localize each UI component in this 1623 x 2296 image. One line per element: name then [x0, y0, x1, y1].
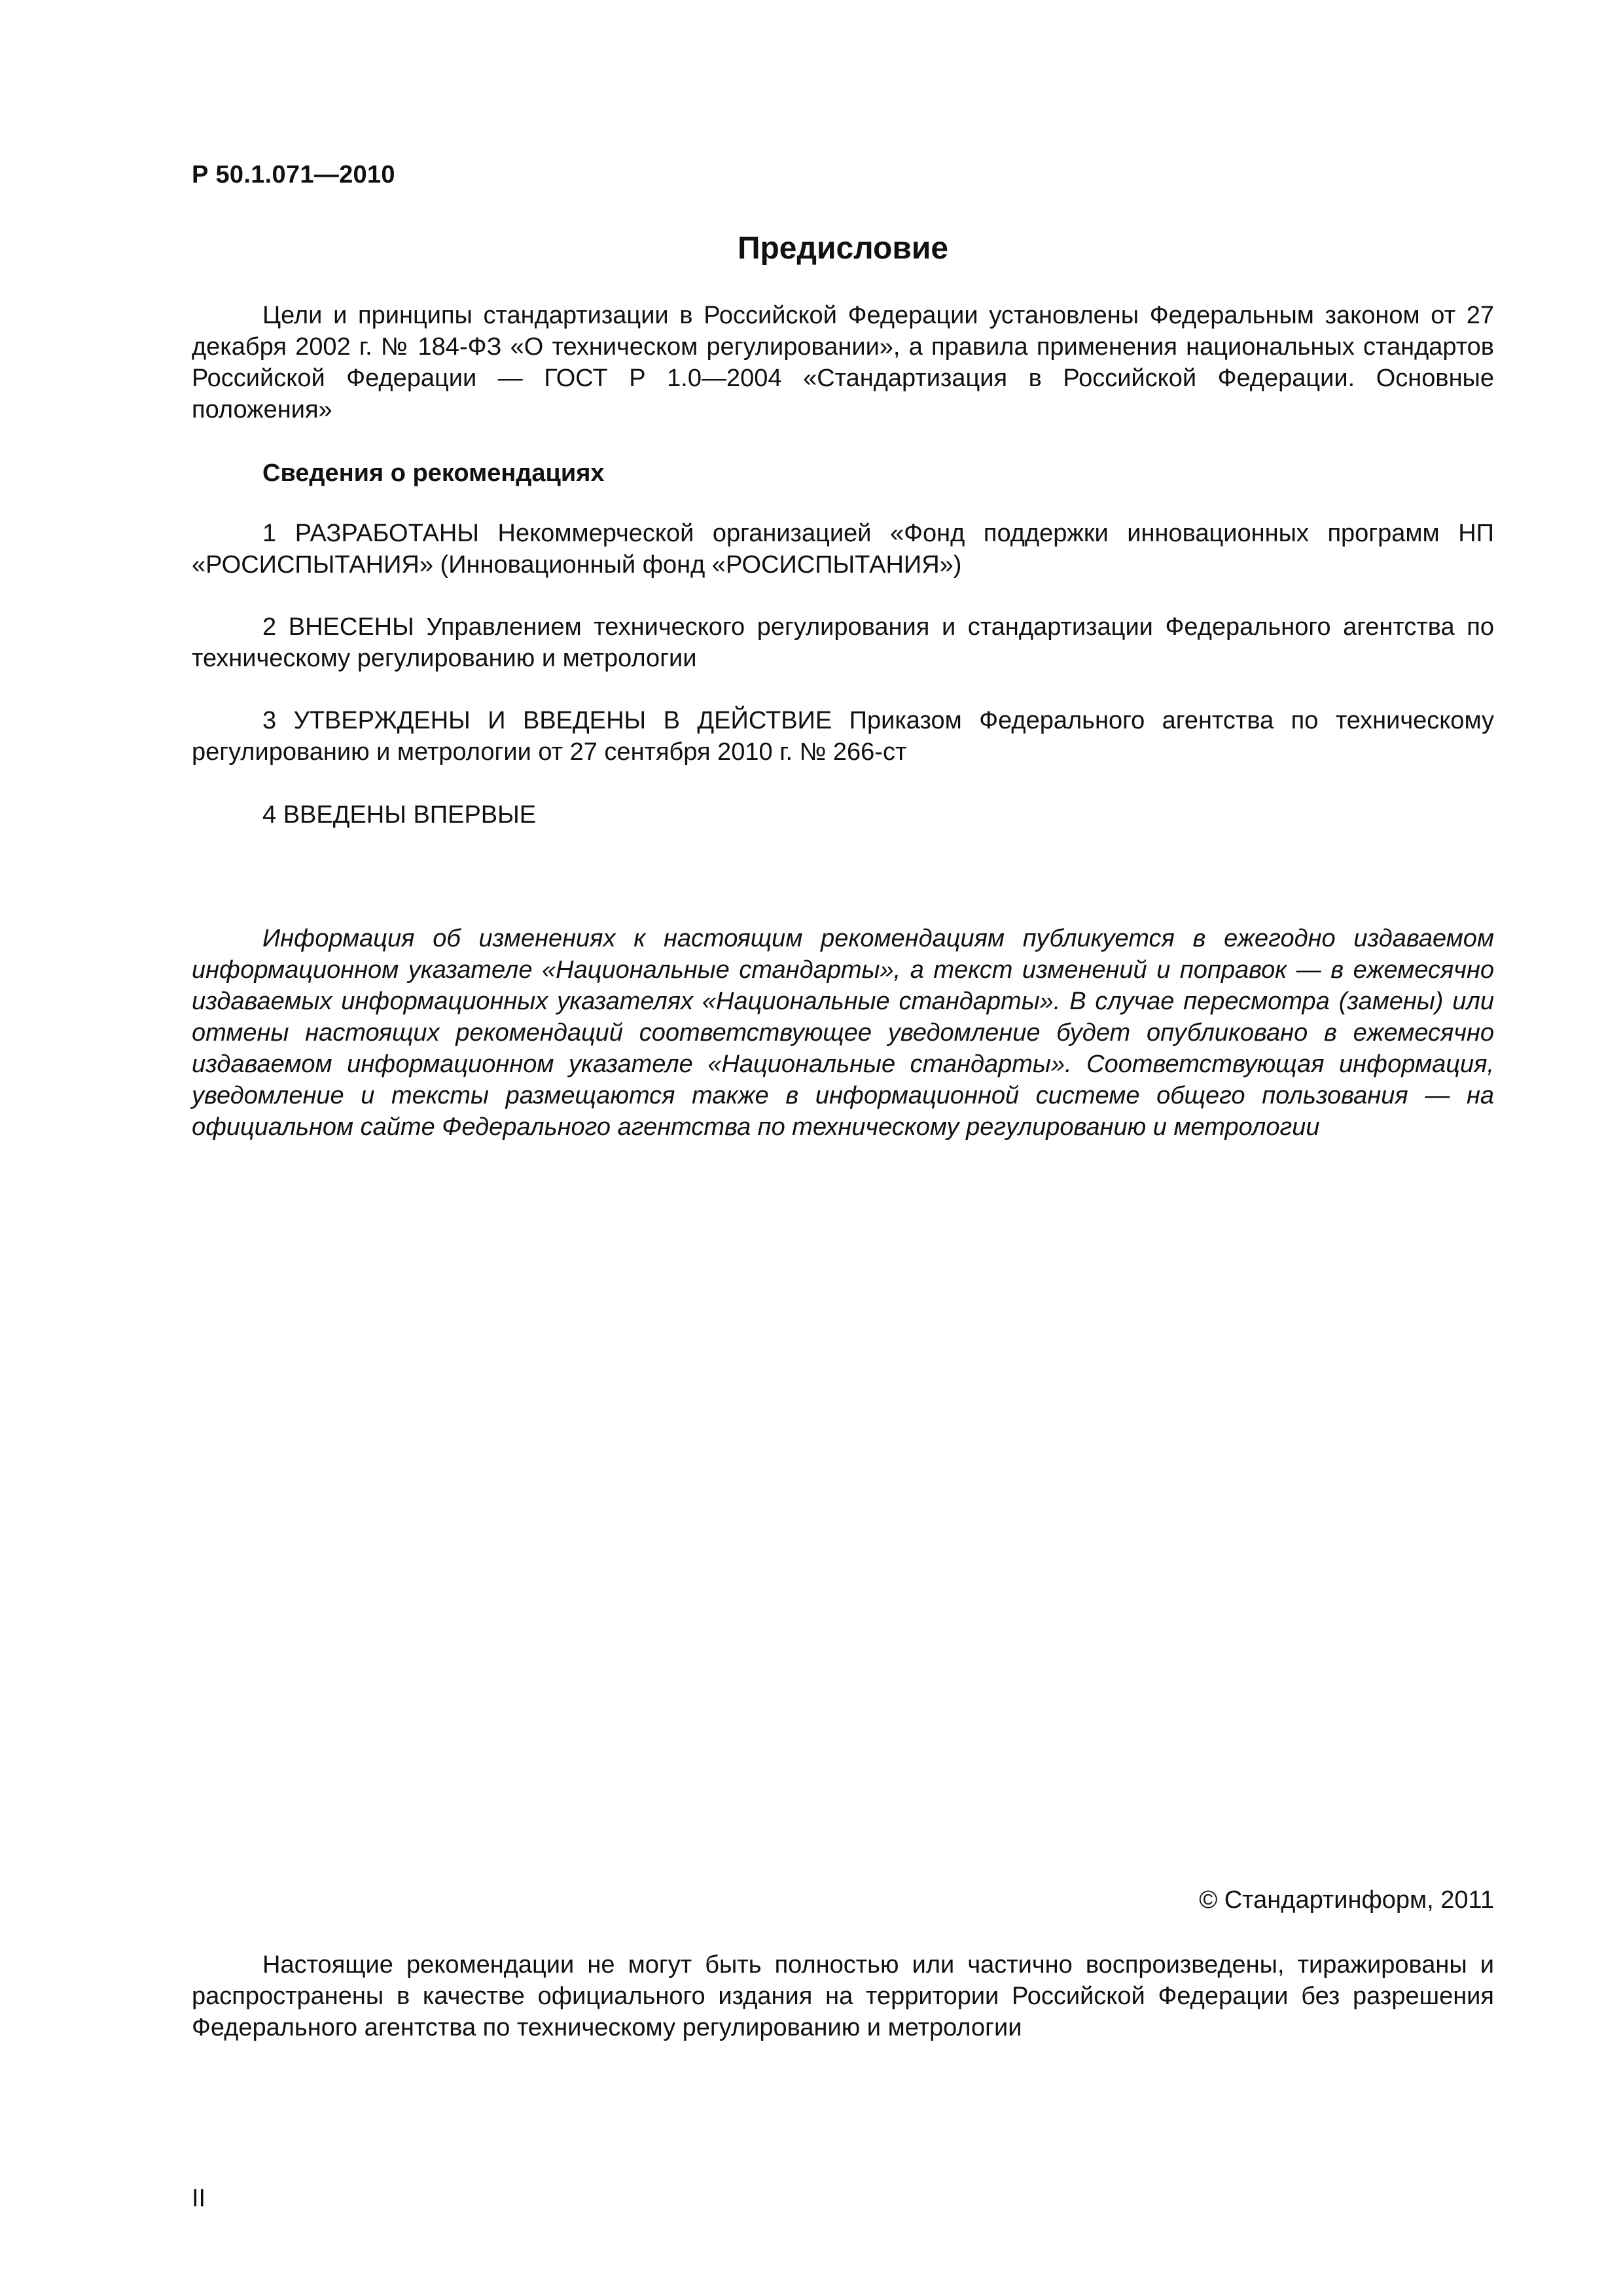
- item-3-text: Приказом Федерального агентства по техническому регулированию и метрологии от 27 сентября 2010 г. № 266-ст: [192, 707, 1494, 766]
- page-title: Предисловие: [737, 231, 949, 266]
- item-1-text: Некоммерческой организацией «Фонд поддержки инновационных программ НП «РОСИСПЫТАНИЯ» (Инновационный фонд «РОСИСПЫТАНИЯ»): [192, 520, 1494, 579]
- item-1: [192, 518, 1494, 581]
- intro-paragraph: Цели и принципы стандартизации в Российской Федерации установлены Федеральным законом от 27 декабря 2002 г. № 184-ФЗ «О техническом регулировании», а правила применения национальных стандартов Российской Федерации — ГОСТ Р 1.0—2004 «Стандартизация в Российской Федерации. Основные положения»: [192, 302, 1494, 423]
- item-2: [192, 611, 1494, 674]
- item-1-lead: 1 РАЗРАБОТАНЫ: [262, 520, 479, 547]
- document-code: Р 50.1.071—2010: [192, 161, 395, 188]
- reproduction-notice: Настоящие рекомендации не могут быть полностью или частично воспроизведены, тиражированы и распространены в качестве официального издания на территории Российской Федерации без разрешения Федерального агентства по техническому регулированию и метрологии: [192, 1951, 1494, 2041]
- notice-paragraph: Информация об изменениях к настоящим рекомендациям публикуется в ежегодно издаваемом информационном указателе «Национальные стандарты», а текст изменений и поправок — в ежемесячно издаваемых информационных указателях «Национальные стандарты». В случае пересмотра (замены) или отмены настоящих рекомендаций соответствующее уведомление будет опубликовано в ежемесячно издаваемом информационном указателе «Национальные стандарты». Соответствующая информация, уведомление и тексты размещаются также в информационной системе общего пользования — на официальном сайте Федерального агентства по техническому регулированию и метрологии: [192, 925, 1494, 1141]
- item-2-text: Управлением технического регулирования и стандартизации Федерального агентства по техническому регулированию и метрологии: [192, 613, 1494, 672]
- copyright-line: © Стандартинформ, 2011: [1199, 1886, 1494, 1914]
- item-4: [192, 799, 1494, 831]
- item-4-lead: 4 ВВЕДЕНЫ ВПЕРВЫЕ: [262, 801, 537, 829]
- item-2-lead: 2 ВНЕСЕНЫ: [262, 613, 414, 641]
- item-3-lead: 3 УТВЕРЖДЕНЫ И ВВЕДЕНЫ В ДЕЙСТВИЕ: [262, 707, 832, 734]
- section-title: Сведения о рекомендациях: [262, 459, 605, 487]
- page-number: II: [192, 2185, 206, 2212]
- item-3: [192, 705, 1494, 768]
